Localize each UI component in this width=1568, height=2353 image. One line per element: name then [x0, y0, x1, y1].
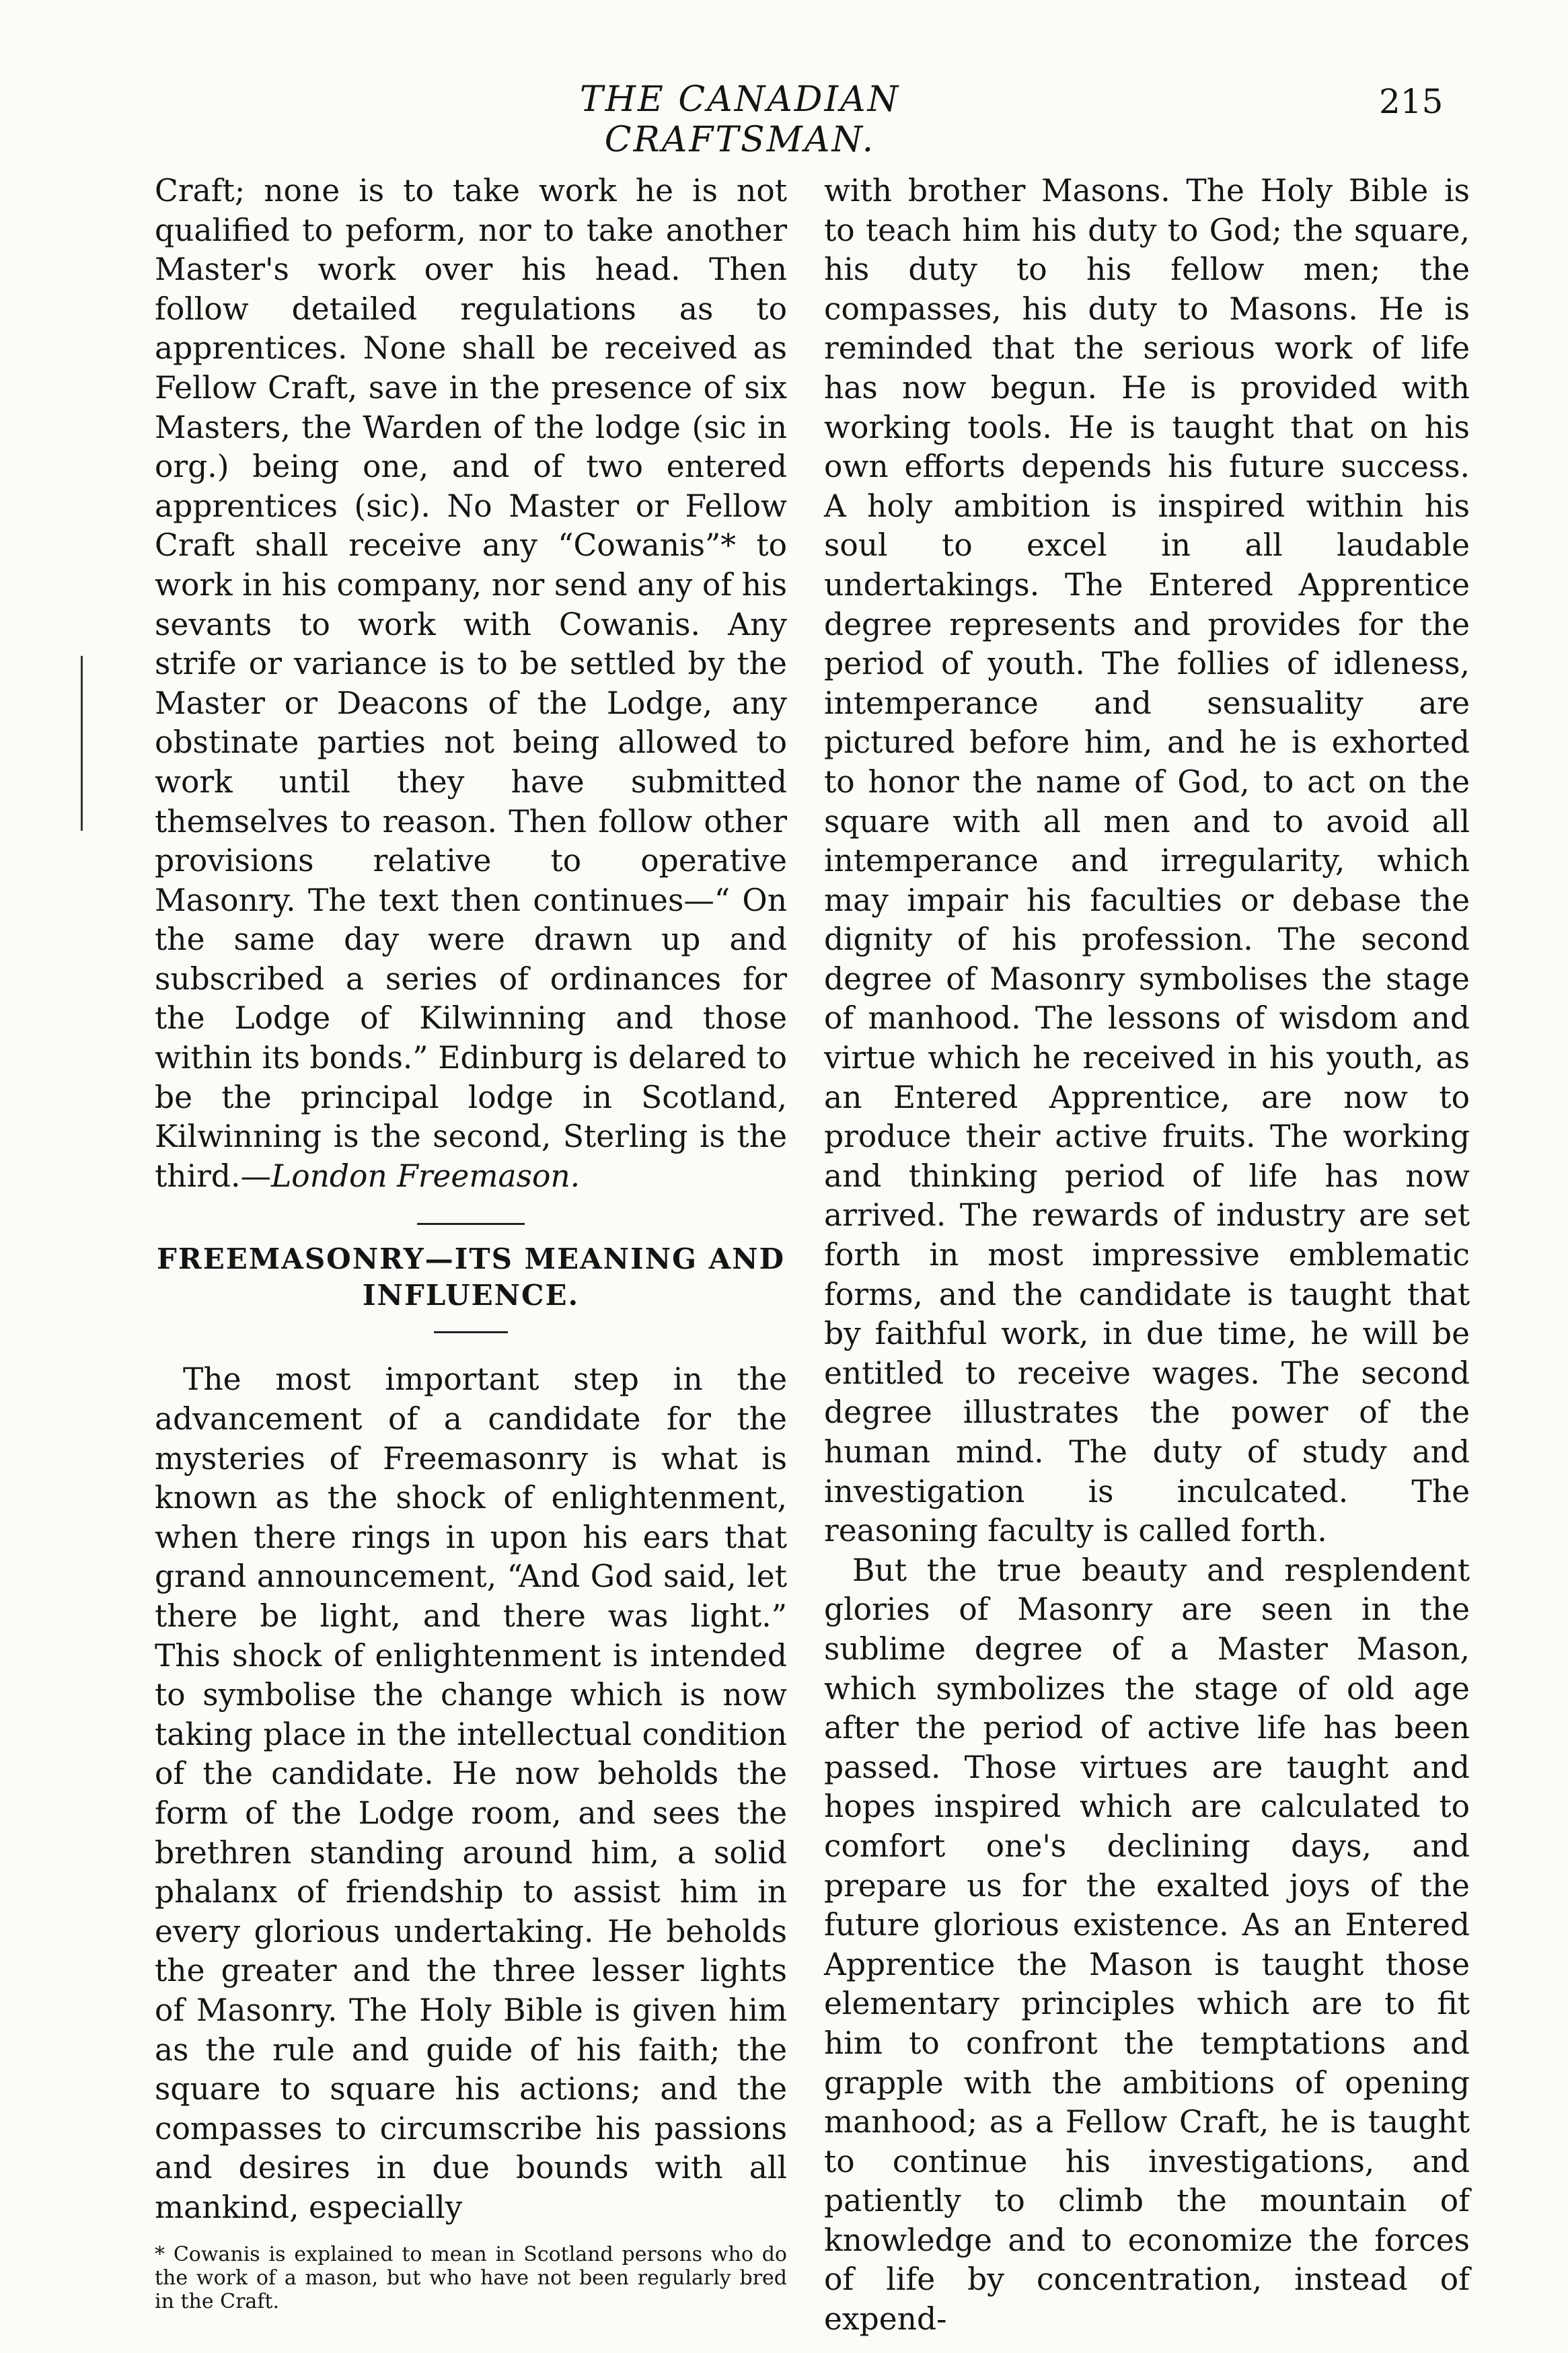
paragraph: with brother Masons. The Holy Bible is to teach him his duty to God; the square, his duty to his fellow men; the compasses, his duty to Masons. He is reminded that the serious work of life has now begun. He is provided with working tools. He is taught that on his own efforts depends his future success. A holy ambition is inspired within his soul to excel in all laudable undertakings. The Entered Apprentice degree represents and provides for the period of youth. The follies of idleness, intemperance and sensuality are pictured before him, and he is exhorted to honor the name of God, to act on the square with all men and to avoid all intemperance and irregularity, which may impair his faculties or debase the dignity of his profession. The second degree of Masonry symbolises the stage of manhood. The lessons of wisdom and virtue which he received in his youth, as an Entered Apprentice, are now to produce their active fruits. The working and thinking period of life has now arrived. The rewards of industry are set forth in most impressive emblematic forms, and the candidate is taught that by faithful work, in due time, he will be entitled to receive wages. The second degree illustrates the power of the human mind. The duty of study and investigation is inculcated. The reasoning faculty is called forth. [824, 173, 1470, 1549]
running-title: THE CANADIAN CRAFTSMAN. [579, 79, 901, 160]
paragraph-text: Craft; none is to take work he is not qualified to peform, nor to take another Master's work over his head. Then follow detailed regulations as to apprentices. None shall be received as Fellow Craft, save in the presence of six Masters, the Warden of the lodge (sic in org.) being one, and of two entered apprentices (sic). No Master or Fellow Craft shall receive any “Cowanis”* to work in his company, nor send any of his sevants to work with Cowanis. Any strife or variance is to be settled by the Master or Deacons of the Lodge, any obstinate parties not being allowed to work until they have submitted themselves to reason. Then follow other provisions relative to operative Masonry. The text then continues—“ On the same day were drawn up and subscribed a series of ordinances for the Lodge of Kilwinning and those within its bonds.” Edinburg is delared to be the principal lodge in Scotland, Kilwinning is the second, Sterling is the third.— [155, 173, 787, 1194]
source-citation: London Freemason. [270, 1158, 581, 1194]
article-headline: FREEMASONRY—ITS MEANING AND INFLUENCE. [157, 1242, 785, 1312]
left-column [155, 172, 787, 2313]
footnote: * Cowanis is explained to mean in Scotland persons who do the work of a mason, but who have not been regularly bred in the Craft. [155, 2242, 787, 2313]
paragraph [155, 172, 787, 1196]
page-number: 215 [1379, 82, 1444, 121]
paragraph: But the true beauty and resplendent glories of Masonry are seen in the sublime degree of a Master Mason, which symbolizes the stage of old age after the period of active life has been passed. Those virtues are taught and hopes inspired which are calculated to comfort one's declining days, and prepare us for the exalted joys of the future glorious existence. As an Entered Apprentice the Mason is taught those elementary principles which are to fit him to confront the temptations and grapple with the ambitions of opening manhood; as a Fellow Craft, he is taught to continue his investigations, and patiently to climb the mountain of knowledge and to economize the forces of life by concentration, instead of expend- [824, 1552, 1470, 2338]
paragraph: The most important step in the advancement of a candidate for the mysteries of Freemasonry is what is known as the shock of enlightenment, when there rings in upon his ears that grand announcement, “And God said, let there be light, and there was light.” This shock of enlightenment is intended to symbolise the change which is now taking place in the intellectual condition of the candidate. He now beholds the form of the Lodge room, and sees the brethren standing around him, a solid phalanx of friendship to assist him in every glorious undertaking. He beholds the greater and the three lesser lights of Masonry. The Holy Bible is given him as the rule and guide of his faith; the square to square his actions; and the compasses to circumscribe his passions and desires in due bounds with all mankind, especially [155, 1361, 787, 2225]
page-header [0, 79, 1568, 160]
section-divider [417, 1223, 525, 1225]
right-column [824, 172, 1470, 2340]
margin-mark [81, 656, 83, 831]
headline-divider [434, 1331, 508, 1333]
